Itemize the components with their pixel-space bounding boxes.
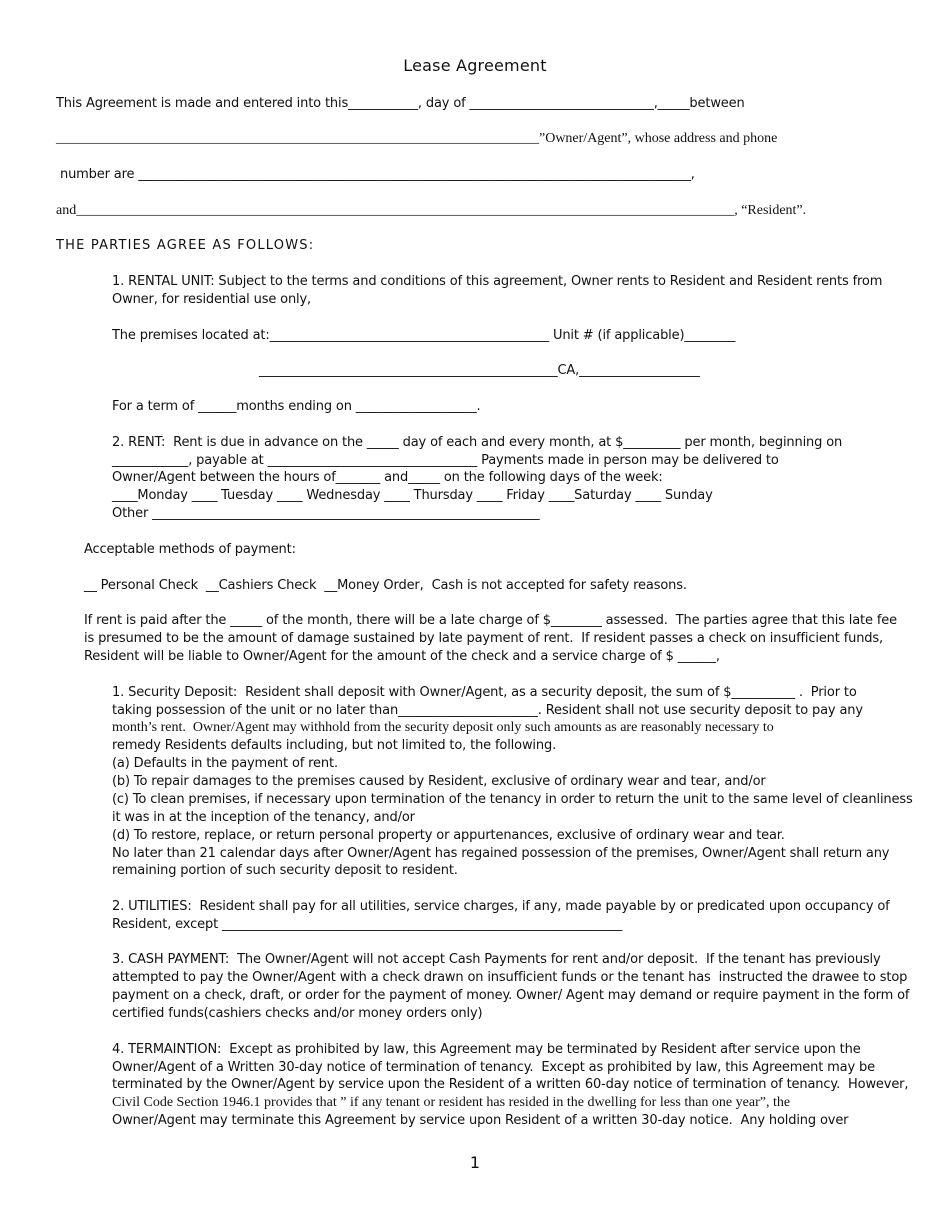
rent-other-line: Other _____________________________________________________________	[112, 506, 540, 521]
deposit-return-line-1: No later than 21 calendar days after Owner/Agent has regained possession of the premises, Owner/Agent shall return any	[112, 846, 890, 861]
rent-line-1: 2. RENT: Rent is due in advance on the _____ day of each and every month, at $_________ per month, beginning on	[112, 435, 843, 450]
deposit-item-d: (d) To restore, replace, or return personal property or appurtenances, exclusive of ordinary wear and tear.	[112, 828, 785, 843]
intro-line-4: and______________________________________________________________________________________________, “Resident”.	[56, 203, 807, 218]
rent-days-line: ____Monday ____ Tuesday ____ Wednesday ____ Thursday ____ Friday ____Saturday ____ Sunday	[112, 488, 713, 503]
deposit-line-2: taking possession of the unit or no later than______________________. Resident shall not use security deposit to pay any	[112, 703, 863, 718]
intro-line-1: This Agreement is made and entered into this___________, day of _____________________________,_____between	[56, 96, 745, 111]
termination-line-2: Owner/Agent of a Written 30-day notice of termination of tenancy. Except as prohibited by law, this Agreement may be	[112, 1060, 875, 1075]
termination-line-5: Owner/Agent may terminate this Agreement by service upon Resident of a written 30-day notice. Any holding over	[112, 1113, 849, 1128]
document-title: Lease Agreement	[403, 56, 547, 75]
deposit-return-line-2: remaining portion of such security deposit to resident.	[112, 863, 458, 878]
rent-line-2: ____________, payable at _________________________________ Payments made in person may be delivered to	[112, 453, 779, 468]
termination-line-4: Civil Code Section 1946.1 provides that ” if any tenant or resident has resided in the dwelling for less than one year”, the	[112, 1095, 791, 1110]
late-fee-line-3: Resident will be liable to Owner/Agent for the amount of the check and a service charge of $ ______,	[84, 649, 720, 664]
cash-payment-line-2: attempted to pay the Owner/Agent with a check drawn on insufficient funds or the tenant has instructed the drawee to stop	[112, 970, 908, 985]
late-fee-line-1: If rent is paid after the _____ of the month, there will be a late charge of $________ assessed. The parties agree that this late fee	[84, 613, 897, 628]
cash-payment-line-4: certified funds(cashiers checks and/or money orders only)	[112, 1006, 483, 1021]
deposit-line-3: month’s rent. Owner/Agent may withhold from the security deposit only such amounts as are reasonably necessary to	[112, 720, 774, 735]
utilities-line-1: 2. UTILITIES: Resident shall pay for all utilities, service charges, if any, made payable by or predicated upon occupancy of	[112, 899, 890, 914]
rent-line-3: Owner/Agent between the hours of_______ and_____ on the following days of the week:	[112, 470, 663, 485]
payment-methods-line: __ Personal Check __Cashiers Check __Money Order, Cash is not accepted for safety reasons.	[84, 578, 687, 593]
termination-line-3: terminated by the Owner/Agent by service upon the Resident of a written 60-day notice of termination of tenancy. However,	[112, 1077, 909, 1092]
cash-payment-line-3: payment on a check, draft, or order for the payment of money. Owner/ Agent may demand or require payment in the form of	[112, 988, 910, 1003]
payment-methods-label: Acceptable methods of payment:	[84, 542, 296, 557]
deposit-line-4: remedy Residents defaults including, but not limited to, the following.	[112, 738, 557, 753]
deposit-item-b: (b) To repair damages to the premises caused by Resident, exclusive of ordinary wear and tear, and/or	[112, 774, 766, 789]
term-line: For a term of ______months ending on ___________________.	[112, 399, 481, 414]
termination-line-1: 4. TERMAINTION: Except as prohibited by law, this Agreement may be terminated by Resident after service upon the	[112, 1042, 861, 1057]
intro-line-2: _____________________________________________________________________”Owner/Agent”, whose address and phone	[56, 131, 778, 146]
parties-heading: THE PARTIES AGREE AS FOLLOWS:	[56, 238, 315, 253]
intro-line-3: number are _______________________________________________________________________________________,	[56, 167, 695, 182]
utilities-line-2: Resident, except _______________________________________________________________	[112, 917, 623, 932]
late-fee-line-2: is presumed to be the amount of damage sustained by late payment of rent. If resident passes a check on insufficient funds,	[84, 631, 884, 646]
page-number: 1	[469, 1153, 481, 1172]
deposit-line-1: 1. Security Deposit: Resident shall deposit with Owner/Agent, as a security deposit, the sum of $__________ . Prior to	[112, 685, 857, 700]
deposit-item-a: (a) Defaults in the payment of rent.	[112, 756, 338, 771]
cash-payment-line-1: 3. CASH PAYMENT: The Owner/Agent will not accept Cash Payments for rent and/or deposit. If the tenant has previously	[112, 952, 881, 967]
deposit-item-c-2: it was in at the inception of the tenancy, and/or	[112, 810, 415, 825]
rental-unit-line-2: Owner, for residential use only,	[112, 292, 312, 307]
rental-unit-line-1: 1. RENTAL UNIT: Subject to the terms and conditions of this agreement, Owner rents to Resident and Resident rents from	[112, 274, 883, 289]
deposit-item-c-1: (c) To clean premises, if necessary upon termination of the tenancy in order to return the unit to the same level of cleanliness	[112, 792, 913, 807]
premises-city-line: _______________________________________________CA,___________________	[259, 363, 700, 378]
premises-line: The premises located at:____________________________________________ Unit # (if applicable)________	[112, 328, 736, 343]
